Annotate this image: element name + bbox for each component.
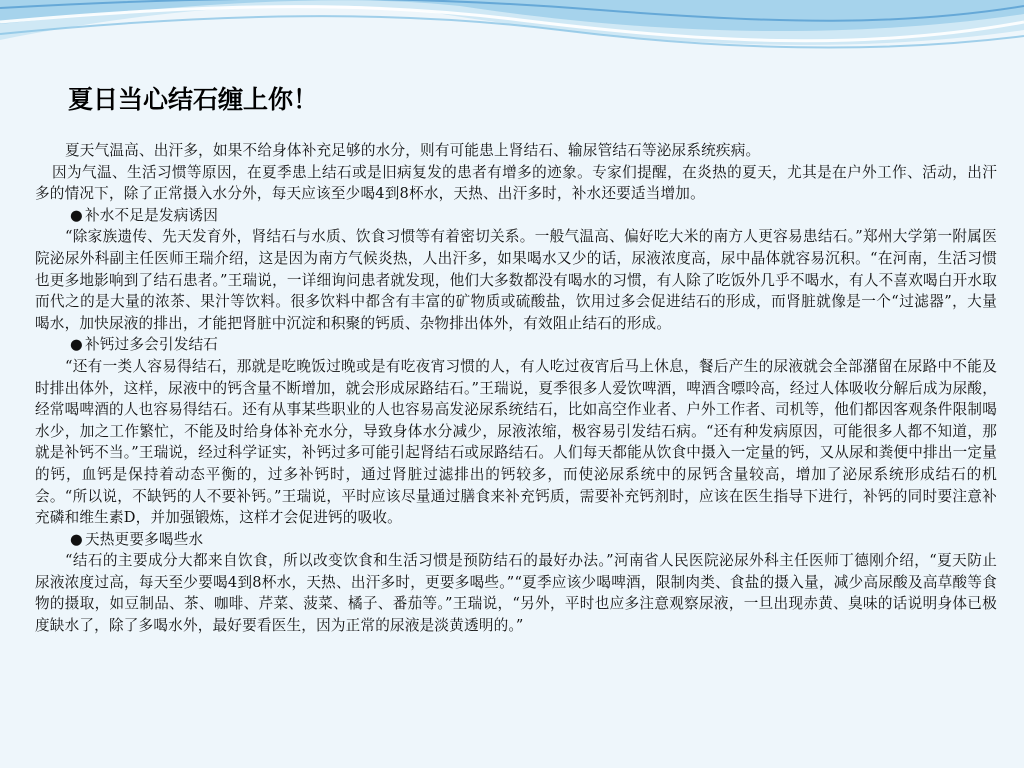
section-heading-2 <box>35 334 997 356</box>
bullet-icon: ● <box>70 336 83 354</box>
paragraph-reason: 因为气温、生活习惯等原因，在夏季患上结石或是旧病复发的患者有增多的迹象。专家们提醒，在炎热的夏天，尤其是在户外工作、活动，出汗多的情况下，除了正常摄入水分外，每天应该至少喝4到8杯水，天热、出汗多时，补水还要适当增加。 <box>35 163 997 203</box>
article-body <box>35 140 997 637</box>
section-heading-text: 补水不足是发病诱因 <box>84 206 219 224</box>
page-title: 夏日当心结石缠上你！ <box>68 85 319 114</box>
section-heading-3 <box>35 529 997 551</box>
paragraph-section-3: “结石的主要成分大都来自饮食，所以改变饮食和生活习惯是预防结石的最好办法。”河南省人民医院泌尿外科主任医师丁德刚介绍，“夏天防止尿液浓度过高，每天至少要喝4到8杯水，天热、出汗多时，更要多喝些。”“夏季应该少喝啤酒，限制肉类、食盐的摄入量，减少高尿酸及高草酸等食物的摄取，如豆制品、茶、咖啡、芹菜、菠菜、橘子、番茄等。”王瑞说，“另外，平时也应多注意观察尿液，一旦出现赤黄、臭味的话说明身体已极度缺水了，除了多喝水外，最好要看医生，因为正常的尿液是淡黄透明的。” <box>35 552 997 635</box>
paragraph-section-2: “还有一类人容易得结石，那就是吃晚饭过晚或是有吃夜宵习惯的人，有人吃过夜宵后马上休息，餐后产生的尿液就会全部潴留在尿路中不能及时排出体外，这样，尿液中的钙含量不断增加，就会形成尿路结石。”王瑞说，夏季很多人爱饮啤酒，啤酒含嘌呤高，经过人体吸收分解后成为尿酸，经常喝啤酒的人也容易得结石。还有从事某些职业的人也容易高发泌尿系统结石，比如高空作业者、户外工作者、司机等，他们都因客观条件限制喝水少，加之工作繁忙，不能及时给身体补充水分，导致身体水分减少，尿液浓缩，极容易引发结石病。“还有种发病原因，可能很多人都不知道，那就是补钙不当。”王瑞说，经过科学证实，补钙过多可能引起肾结石或尿路结石。人们每天都能从饮食中摄入一定量的钙，又从尿和粪便中排出一定量的钙，血钙是保持着动态平衡的，过多补钙时，通过肾脏过滤排出的钙较多，而使泌尿系统中的尿钙含量较高，增加了泌尿系统形成结石的机会。“所以说，不缺钙的人不要补钙。”王瑞说，平时应该尽量通过膳食来补充钙质，需要补充钙剂时，应该在医生指导下进行，补钙的同时要注意补充磷和维生素D，并加强锻炼，这样才会促进钙的吸收。 <box>35 357 997 527</box>
paragraph-intro: 夏天气温高、出汗多，如果不给身体补充足够的水分，则有可能患上肾结石、输尿管结石等泌尿系统疾病。 <box>65 142 761 159</box>
section-heading-text: 天热更要多喝些水 <box>84 530 204 548</box>
bullet-icon: ● <box>70 530 83 548</box>
header-swoosh-decoration <box>0 0 1024 90</box>
bullet-icon: ● <box>70 206 83 224</box>
section-heading-1 <box>35 205 997 227</box>
section-heading-text: 补钙过多会引发结石 <box>84 336 219 354</box>
paragraph-section-1: “除家族遗传、先天发育外，肾结石与水质、饮食习惯等有着密切关系。一般气温高、偏好吃大米的南方人更容易患结石。”郑州大学第一附属医院泌尿外科副主任医师王瑞介绍，这是因为南方气候炎热，人出汗多，如果喝水又少的话，尿液浓度高，尿中晶体就容易沉积。“在河南，生活习惯也更多地影响到了结石患者。”王瑞说，一详细询问患者就发现，他们大多数都没有喝水的习惯，有人除了吃饭外几乎不喝水，有人不喜欢喝白开水取而代之的是大量的浓茶、果汁等饮料。很多饮料中都含有丰富的矿物质或硫酸盐，饮用过多会促进结石的形成，而肾脏就像是一个“过滤器”，大量喝水，加快尿液的排出，才能把肾脏中沉淀和积聚的钙质、杂物排出体外，有效阻止结石的形成。 <box>35 228 997 332</box>
